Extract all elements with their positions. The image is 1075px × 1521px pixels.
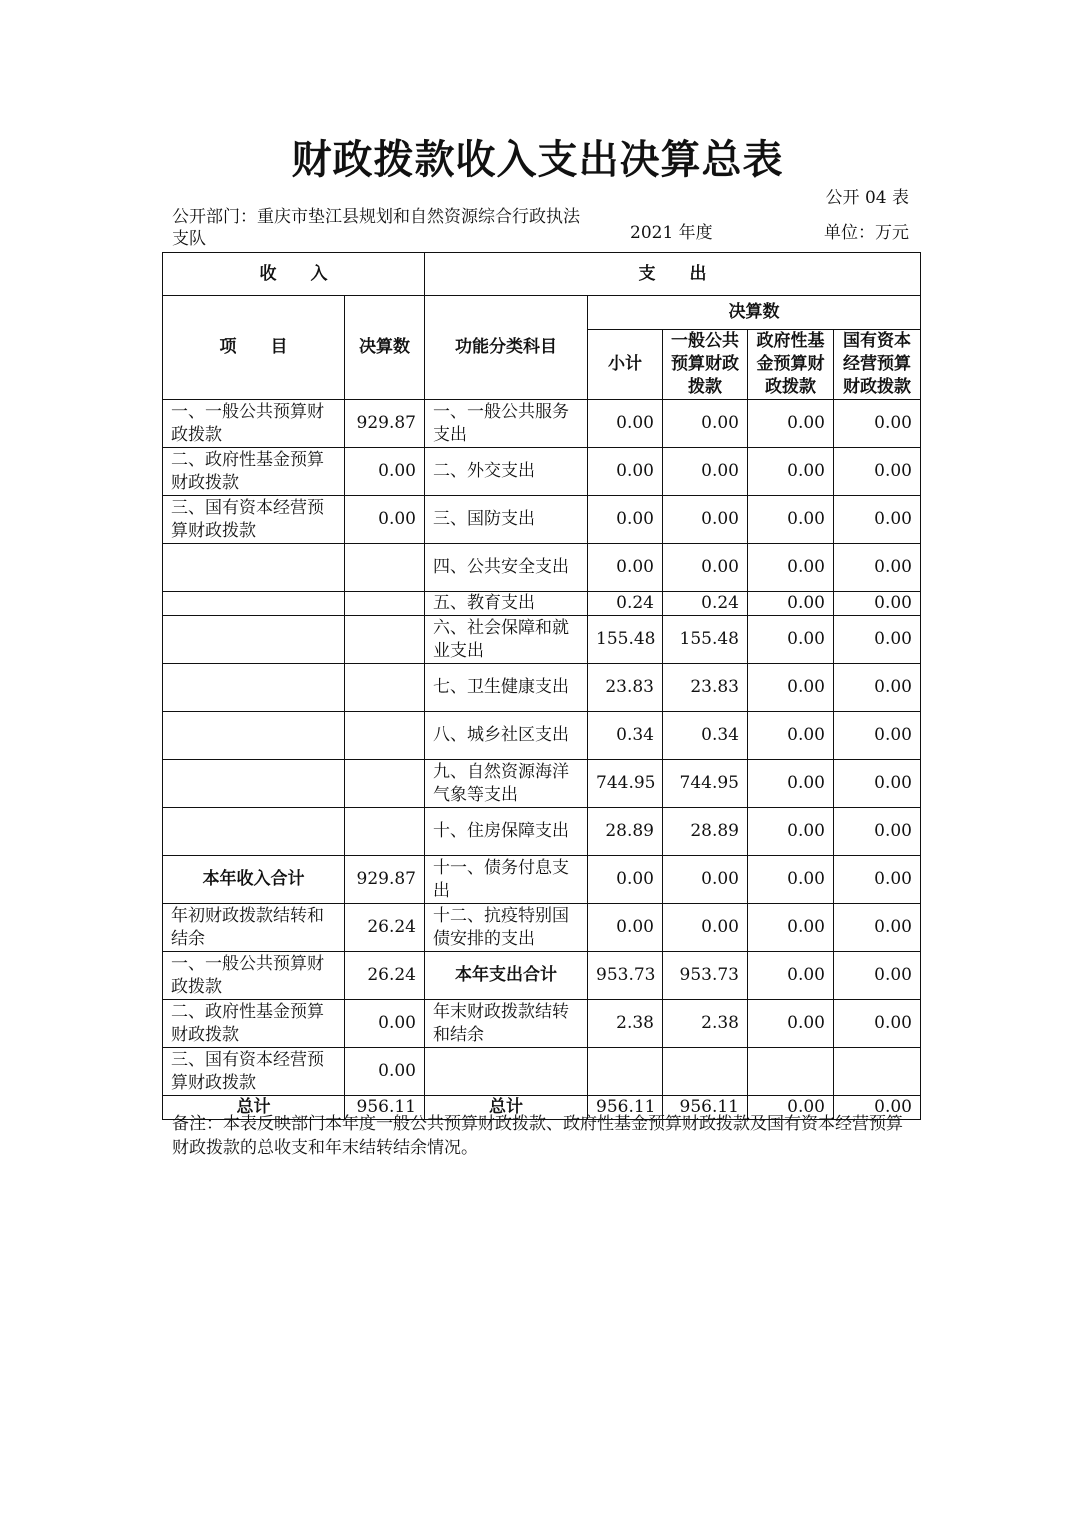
general-budget-cell: 0.34 (663, 712, 748, 760)
page-title: 财政拨款收入支出决算总表 (291, 137, 784, 183)
income-amount-cell (345, 760, 425, 808)
subtotal-cell: 2.38 (588, 1000, 663, 1048)
table-row (163, 592, 921, 616)
general-budget-cell: 0.00 (663, 496, 748, 544)
subtotal-cell: 956.11 (588, 1096, 663, 1120)
income-item-cell (163, 760, 345, 808)
fund-budget-cell: 0.00 (748, 400, 834, 448)
subtotal-cell: 0.24 (588, 592, 663, 616)
fund-budget-cell: 0.00 (748, 808, 834, 856)
expense-item-cell: 年末财政拨款结转和结余 (425, 1000, 588, 1048)
income-item-cell (163, 808, 345, 856)
table-row (163, 808, 921, 856)
expense-item-cell: 本年支出合计 (425, 952, 588, 1000)
state-capital-cell: 0.00 (834, 856, 921, 904)
table-row (163, 904, 921, 952)
fund-budget-cell: 0.00 (748, 904, 834, 952)
income-amount-cell: 26.24 (345, 952, 425, 1000)
unit-label: 单位：万元 (824, 223, 909, 243)
state-capital-cell: 0.00 (834, 1096, 921, 1120)
expense-item-cell: 十二、抗疫特别国债安排的支出 (425, 904, 588, 952)
subtotal-cell: 23.83 (588, 664, 663, 712)
general-budget-cell (663, 1048, 748, 1096)
income-item-cell (163, 544, 345, 592)
subtotal-cell (588, 1048, 663, 1096)
fund-budget-cell: 0.00 (748, 1096, 834, 1120)
fund-budget-cell: 0.00 (748, 1000, 834, 1048)
expense-item-cell (425, 1048, 588, 1096)
income-item-cell: 三、国有资本经营预算财政拨款 (163, 1048, 345, 1096)
expense-item-cell: 总计 (425, 1096, 588, 1120)
general-budget-cell: 953.73 (663, 952, 748, 1000)
fiscal-year: 2021 年度 (630, 223, 713, 243)
general-budget-cell: 0.00 (663, 856, 748, 904)
fund-budget-cell: 0.00 (748, 496, 834, 544)
state-capital-cell: 0.00 (834, 808, 921, 856)
subtotal-cell: 744.95 (588, 760, 663, 808)
subtotal-cell: 0.00 (588, 400, 663, 448)
income-amount-cell: 0.00 (345, 1048, 425, 1096)
table-number: 公开 04 表 (825, 188, 909, 208)
general-budget-cell: 28.89 (663, 808, 748, 856)
state-capital-cell: 0.00 (834, 544, 921, 592)
table-row (163, 496, 921, 544)
income-amount-cell (345, 592, 425, 616)
expense-item-cell: 三、国防支出 (425, 496, 588, 544)
expense-item-cell: 一、一般公共服务支出 (425, 400, 588, 448)
footnote: 备注：本表反映部门本年度一般公共预算财政拨款、政府性基金预算财政拨款及国有资本经营预算财政拨款的总收支和年末结转结余情况。 (172, 1114, 903, 1158)
general-budget-cell: 0.24 (663, 592, 748, 616)
state-capital-cell (834, 1048, 921, 1096)
state-capital-cell: 0.00 (834, 712, 921, 760)
general-budget-header: 一般公共预算财政拨款 (663, 330, 748, 400)
income-item-cell: 二、政府性基金预算财政拨款 (163, 448, 345, 496)
general-budget-cell: 2.38 (663, 1000, 748, 1048)
state-capital-cell: 0.00 (834, 496, 921, 544)
income-item-cell (163, 616, 345, 664)
income-item-cell: 二、政府性基金预算财政拨款 (163, 1000, 345, 1048)
table-row (163, 952, 921, 1000)
final-amount-header: 决算数 (588, 296, 921, 330)
income-header: 收 入 (163, 253, 425, 296)
income-item-cell (163, 664, 345, 712)
income-item-cell: 一、一般公共预算财政拨款 (163, 952, 345, 1000)
item-header: 项 目 (163, 296, 345, 400)
general-budget-cell: 0.00 (663, 904, 748, 952)
table-row (163, 664, 921, 712)
table-row (163, 400, 921, 448)
expense-item-cell: 七、卫生健康支出 (425, 664, 588, 712)
income-amount-cell: 0.00 (345, 496, 425, 544)
fund-budget-cell: 0.00 (748, 544, 834, 592)
table-row (163, 1048, 921, 1096)
budget-table (162, 252, 921, 1120)
state-capital-cell: 0.00 (834, 664, 921, 712)
subtotal-cell: 0.00 (588, 904, 663, 952)
table-row (163, 448, 921, 496)
expense-item-cell: 十一、债务付息支出 (425, 856, 588, 904)
state-capital-cell: 0.00 (834, 616, 921, 664)
expense-item-cell: 十、住房保障支出 (425, 808, 588, 856)
income-amount-cell: 0.00 (345, 1000, 425, 1048)
expense-header: 支 出 (425, 253, 921, 296)
state-capital-cell: 0.00 (834, 592, 921, 616)
income-item-cell: 一、一般公共预算财政拨款 (163, 400, 345, 448)
state-capital-cell: 0.00 (834, 400, 921, 448)
expense-item-cell: 二、外交支出 (425, 448, 588, 496)
general-budget-cell: 23.83 (663, 664, 748, 712)
general-budget-cell: 155.48 (663, 616, 748, 664)
category-header: 功能分类科目 (425, 296, 588, 400)
income-amount-cell (345, 664, 425, 712)
fund-budget-cell: 0.00 (748, 616, 834, 664)
fund-budget-cell: 0.00 (748, 952, 834, 1000)
income-item-cell: 总计 (163, 1096, 345, 1120)
subtotal-cell: 953.73 (588, 952, 663, 1000)
income-amount-cell (345, 544, 425, 592)
subtotal-cell: 155.48 (588, 616, 663, 664)
state-capital-cell: 0.00 (834, 952, 921, 1000)
subtotal-cell: 0.00 (588, 448, 663, 496)
state-capital-cell: 0.00 (834, 1000, 921, 1048)
table-row (163, 1000, 921, 1048)
expense-item-cell: 五、教育支出 (425, 592, 588, 616)
general-budget-cell: 0.00 (663, 448, 748, 496)
income-amount-cell: 26.24 (345, 904, 425, 952)
table-row (163, 856, 921, 904)
subtotal-cell: 0.00 (588, 496, 663, 544)
department-label: 公开部门：重庆市垫江县规划和自然资源综合行政执法支队 (172, 207, 580, 249)
state-capital-cell: 0.00 (834, 904, 921, 952)
income-item-cell (163, 712, 345, 760)
expense-item-cell: 六、社会保障和就业支出 (425, 616, 588, 664)
expense-item-cell: 九、自然资源海洋气象等支出 (425, 760, 588, 808)
general-budget-cell: 744.95 (663, 760, 748, 808)
general-budget-cell: 0.00 (663, 544, 748, 592)
fund-budget-cell: 0.00 (748, 760, 834, 808)
income-item-cell (163, 592, 345, 616)
state-capital-cell: 0.00 (834, 760, 921, 808)
table-row (163, 712, 921, 760)
income-amount-cell: 956.11 (345, 1096, 425, 1120)
general-budget-cell: 956.11 (663, 1096, 748, 1120)
fund-budget-cell (748, 1048, 834, 1096)
state-capital-cell: 0.00 (834, 448, 921, 496)
expense-item-cell: 八、城乡社区支出 (425, 712, 588, 760)
income-amount-cell (345, 616, 425, 664)
state-capital-header: 国有资本经营预算财政拨款 (834, 330, 921, 400)
income-amount-cell: 929.87 (345, 400, 425, 448)
subtotal-cell: 0.00 (588, 544, 663, 592)
fund-budget-header: 政府性基金预算财政拨款 (748, 330, 834, 400)
expense-item-cell: 四、公共安全支出 (425, 544, 588, 592)
subtotal-cell: 0.34 (588, 712, 663, 760)
table-row (163, 760, 921, 808)
fund-budget-cell: 0.00 (748, 448, 834, 496)
fund-budget-cell: 0.00 (748, 712, 834, 760)
income-item-cell: 年初财政拨款结转和结余 (163, 904, 345, 952)
income-amount-cell: 0.00 (345, 448, 425, 496)
income-amount-cell (345, 712, 425, 760)
table-row (163, 616, 921, 664)
income-amount-cell (345, 808, 425, 856)
general-budget-cell: 0.00 (663, 400, 748, 448)
amount-header: 决算数 (345, 296, 425, 400)
income-amount-cell: 929.87 (345, 856, 425, 904)
table-row (163, 544, 921, 592)
fund-budget-cell: 0.00 (748, 592, 834, 616)
income-item-cell: 三、国有资本经营预算财政拨款 (163, 496, 345, 544)
subtotal-header: 小计 (588, 330, 663, 400)
fund-budget-cell: 0.00 (748, 664, 834, 712)
subtotal-cell: 28.89 (588, 808, 663, 856)
fund-budget-cell: 0.00 (748, 856, 834, 904)
subtotal-cell: 0.00 (588, 856, 663, 904)
income-item-cell: 本年收入合计 (163, 856, 345, 904)
